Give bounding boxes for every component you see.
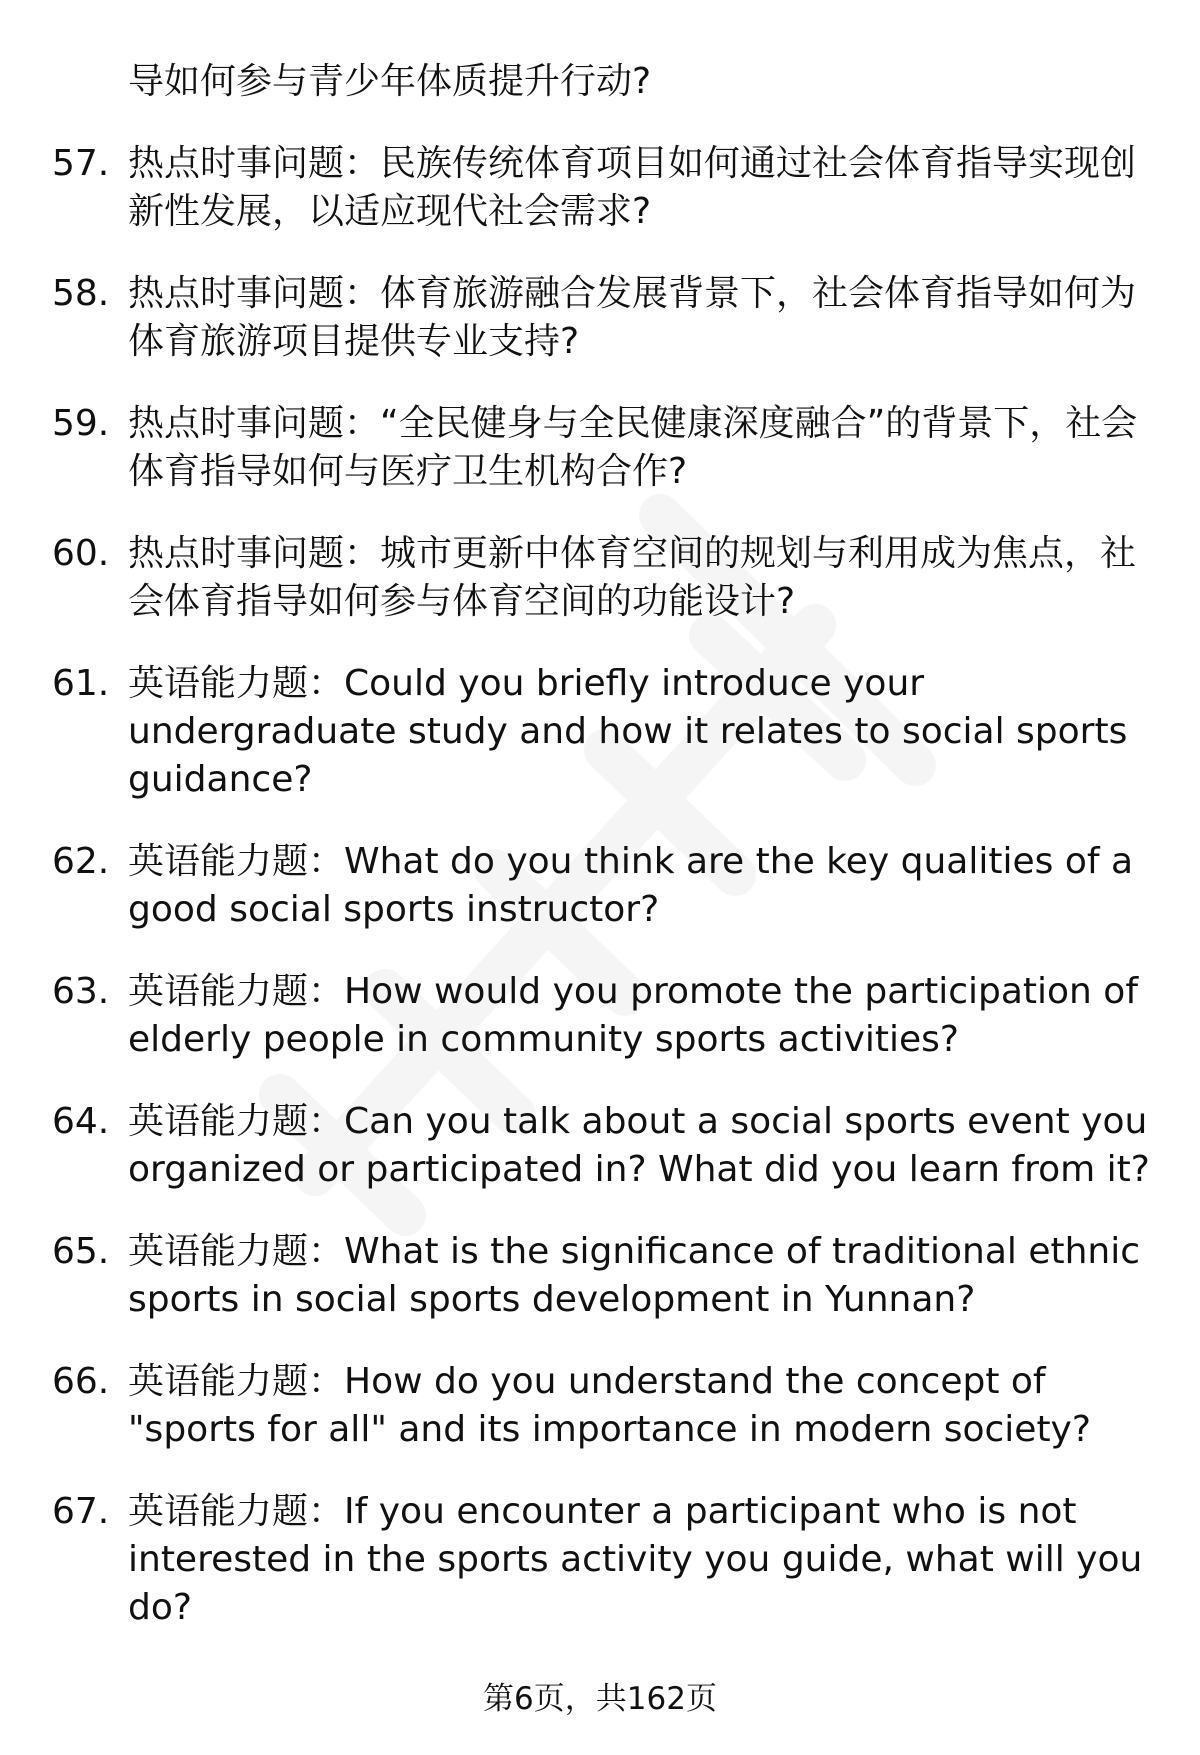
question-text: 英语能力题：What do you think are the key qualities of a good social sports instructor?	[128, 841, 1134, 930]
question-number: 66.	[52, 1361, 110, 1402]
question-text: 热点时事问题：城市更新中体育空间的规划与利用成为焦点，社会体育指导如何参与体育空间的功能设计?	[128, 533, 1137, 622]
question-item-65	[0, 1228, 1200, 1324]
question-text: 英语能力题：If you encounter a participant who is not interested in the sports activity you guide, what will you do?	[128, 1491, 1143, 1628]
page-number-footer: 第6页，共162页	[483, 1681, 717, 1717]
question-item-58	[0, 270, 1200, 366]
question-number: 63.	[52, 971, 110, 1012]
question-item-63	[0, 968, 1200, 1064]
question-number: 59.	[52, 403, 110, 444]
question-number: 57.	[52, 143, 110, 184]
question-text: 英语能力题：How do you understand the concept of "sports for all" and its importance in modern society?	[128, 1361, 1091, 1450]
question-number: 67.	[52, 1491, 110, 1532]
question-text: 热点时事问题：“全民健身与全民健康深度融合”的背景下，社会体育指导如何与医疗卫生机构合作?	[128, 403, 1138, 492]
question-text: 英语能力题：How would you promote the participation of elderly people in community sports activities?	[128, 971, 1139, 1060]
question-number: 60.	[52, 533, 110, 574]
question-item-66	[0, 1358, 1200, 1454]
question-text: 热点时事问题：民族传统体育项目如何通过社会体育指导实现创新性发展，以适应现代社会需求?	[128, 143, 1137, 232]
question-number: 64.	[52, 1101, 110, 1142]
question-item-61	[0, 660, 1200, 804]
question-text: 英语能力题：What is the significance of traditional ethnic sports in social sports development in Yunnan?	[128, 1231, 1141, 1320]
question-number: 62.	[52, 841, 110, 882]
question-number: 65.	[52, 1231, 110, 1272]
question-item-60	[0, 530, 1200, 626]
question-number: 58.	[52, 273, 110, 314]
question-number: 61.	[52, 663, 110, 704]
question-item-64	[0, 1098, 1200, 1194]
question-item-59	[0, 400, 1200, 496]
question-item-62	[0, 838, 1200, 934]
question-text: 热点时事问题：体育旅游融合发展背景下，社会体育指导如何为体育旅游项目提供专业支持?	[128, 273, 1137, 362]
question-text: 英语能力题：Can you talk about a social sports event you organized or participated in? What did you learn from it?	[128, 1101, 1150, 1190]
continued-question-text: 导如何参与青少年体质提升行动?	[128, 61, 652, 102]
question-text: 英语能力题：Could you briefly introduce your undergraduate study and how it relates to social sports guidance?	[128, 663, 1128, 800]
question-item-67	[0, 1488, 1200, 1632]
question-list	[0, 140, 1200, 1666]
question-item-57	[0, 140, 1200, 236]
